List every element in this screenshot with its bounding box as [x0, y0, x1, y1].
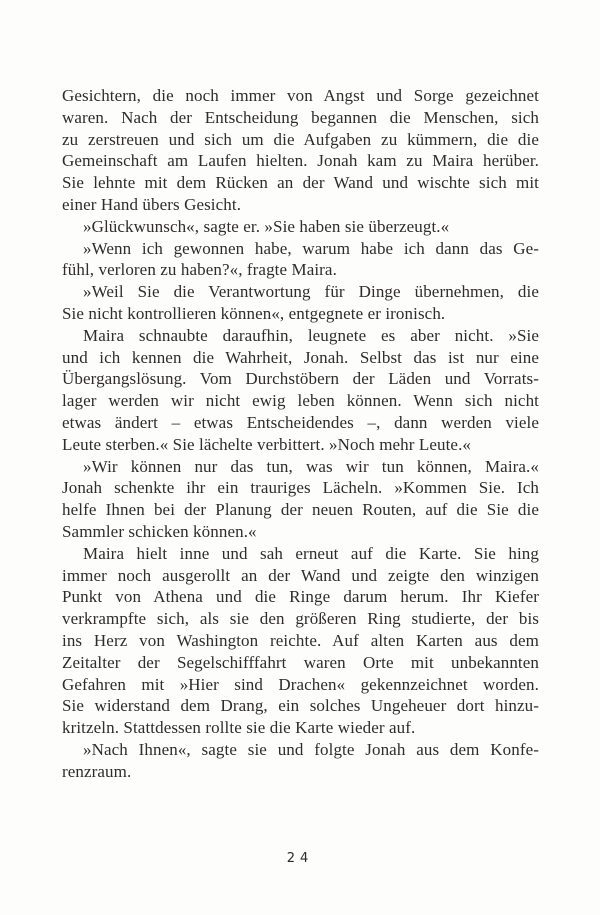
text-line: »Glückwunsch«, sagte er. »Sie haben sie überzeugt.«	[83, 216, 450, 236]
text-line: zu zerstreuen und sich um die Aufgaben zu kümmern, die die	[62, 129, 539, 149]
text-line: Sammler schicken können.«	[62, 521, 257, 541]
text-line: »Wir können nur das tun, was wir tun können, Maira.«	[83, 456, 539, 476]
text-line: immer noch ausgerollt an der Wand und zeigte den winzigen	[62, 565, 539, 585]
text-line: Maira hielt inne und sah erneut auf die Karte. Sie hing	[83, 543, 539, 563]
text-line: ins Herz von Washington reichte. Auf alten Karten aus dem	[62, 630, 539, 650]
text-line: Sie widerstand dem Drang, ein solches Ungeheuer dort hinzu-	[62, 696, 539, 716]
text-line: »Wenn ich gewonnen habe, warum habe ich dann das Ge-	[83, 238, 539, 258]
text-line: fühl, verloren zu haben?«, fragte Maira.	[62, 260, 337, 280]
paragraph	[62, 281, 539, 325]
paragraph	[62, 456, 539, 543]
text-line: einer Hand übers Gesicht.	[62, 194, 242, 214]
text-line: und ich kennen die Wahrheit, Jonah. Selbst das ist nur eine	[62, 347, 539, 367]
text-line: Leute sterben.« Sie lächelte verbittert. »Noch mehr Leute.«	[62, 434, 472, 454]
text-line: Gesichtern, die noch immer von Angst und Sorge gezeichnet	[62, 86, 539, 105]
text-line: kritzeln. Stattdessen rollte sie die Karte wieder auf.	[62, 718, 416, 738]
paragraph	[62, 85, 539, 216]
text-line: Zeitalter der Segelschifffahrt waren Orte mit unbekannten	[62, 652, 539, 672]
text-line: Übergangslösung. Vom Durchstöbern der Läden und Vorrats-	[62, 369, 539, 389]
paragraph	[62, 739, 539, 783]
text-line: Gefahren mit »Hier sind Drachen« gekennzeichnet worden.	[62, 674, 539, 694]
text-line: Jonah schenkte ihr ein trauriges Lächeln. »Kommen Sie. Ich	[62, 478, 539, 498]
text-line: verkrampfte sich, als sie den größeren Ring studierte, der bis	[62, 609, 539, 629]
paragraph	[62, 238, 539, 282]
text-line: waren. Nach der Entscheidung begannen die Menschen, sich	[62, 107, 539, 127]
text-line: Sie nicht kontrollieren können«, entgegnete er ironisch.	[62, 303, 446, 323]
text-block	[62, 85, 539, 783]
paragraph	[62, 216, 539, 238]
text-line: »Nach Ihnen«, sagte sie und folgte Jonah aus dem Konfe-	[83, 739, 539, 759]
text-line: renzraum.	[62, 761, 132, 781]
text-line: etwas ändert – etwas Entscheidendes –, dann werden viele	[62, 412, 539, 432]
page-number: 24	[286, 851, 314, 866]
text-line: »Weil Sie die Verantwortung für Dinge übernehmen, die	[83, 282, 539, 302]
text-line: Punkt von Athena und die Ringe darum herum. Ihr Kiefer	[62, 587, 539, 607]
paragraph	[62, 325, 539, 456]
text-line: Sie lehnte mit dem Rücken an der Wand und wischte sich mit	[62, 173, 539, 193]
text-line: helfe Ihnen bei der Planung der neuen Routen, auf die Sie die	[62, 500, 539, 520]
text-line: lager werden wir nicht ewig leben können. Wenn sich nicht	[62, 391, 539, 411]
text-line: Gemeinschaft am Laufen hielten. Jonah kam zu Maira herüber.	[62, 151, 539, 171]
paragraph	[62, 543, 539, 739]
text-line: Maira schnaubte daraufhin, leugnete es aber nicht. »Sie	[83, 325, 539, 345]
